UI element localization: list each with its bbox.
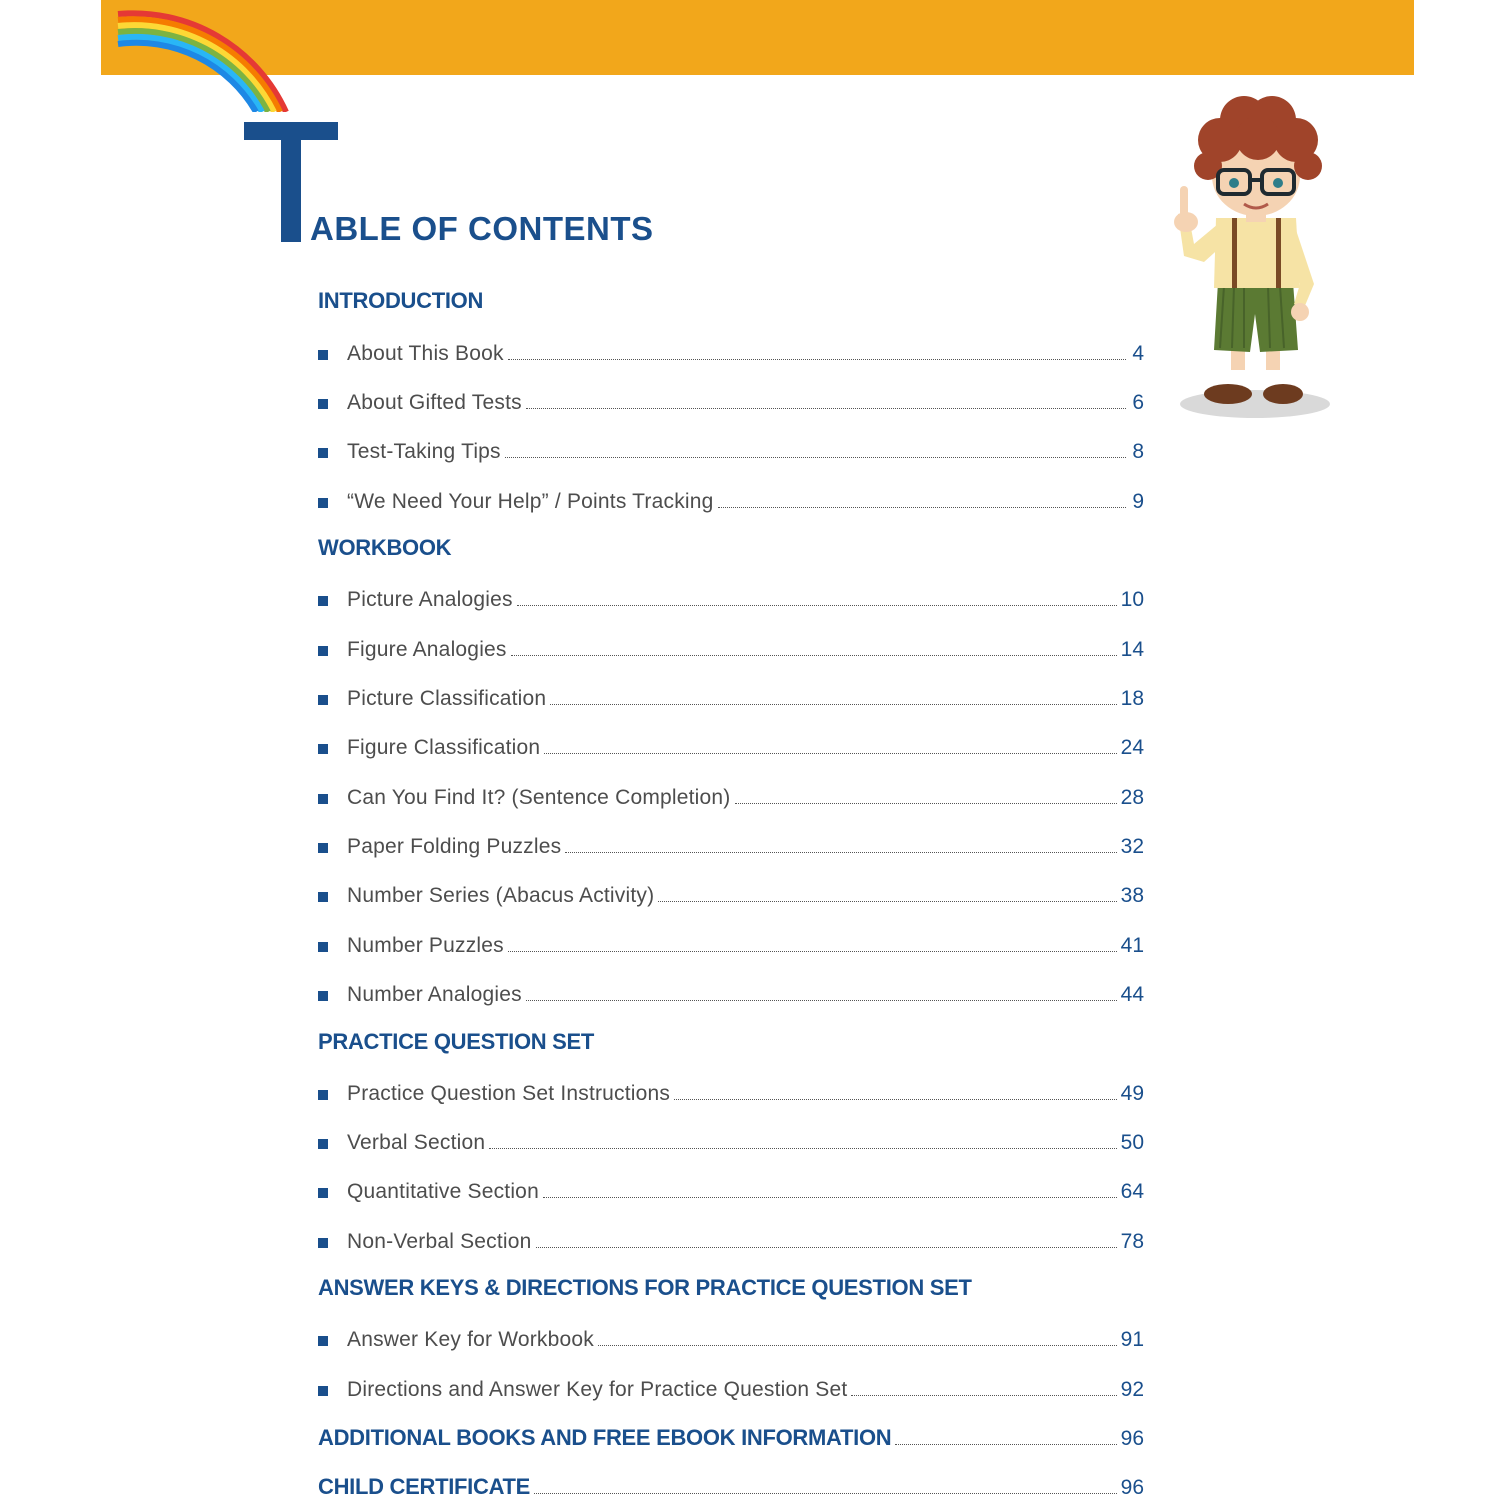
page-number: 28 <box>1120 786 1144 809</box>
bullet-icon <box>318 399 328 409</box>
bullet-icon <box>318 695 328 705</box>
toc-entry[interactable]: Figure Analogies 14 <box>318 634 1144 662</box>
bullet-icon <box>318 1139 328 1149</box>
dot-leader <box>565 852 1116 853</box>
bullet-icon <box>318 1188 328 1198</box>
toc-entry[interactable]: About This Book 4 <box>318 338 1144 366</box>
page-number: 8 <box>1132 440 1144 463</box>
dot-leader <box>508 951 1117 952</box>
bullet-icon <box>318 892 328 902</box>
dot-leader <box>735 803 1117 804</box>
bullet-icon <box>318 350 328 360</box>
page-number: 64 <box>1120 1180 1144 1203</box>
toc-entry[interactable]: Picture Analogies 10 <box>318 584 1144 612</box>
bullet-icon <box>318 1336 328 1346</box>
dot-leader <box>536 1247 1117 1248</box>
toc-entry[interactable]: Number Puzzles 41 <box>318 930 1144 958</box>
page-number: 38 <box>1120 884 1144 907</box>
toc-entry[interactable]: Figure Classification 24 <box>318 732 1144 760</box>
toc-entry[interactable]: “We Need Your Help” / Points Tracking 9 <box>318 486 1144 514</box>
page-title: ABLE OF CONTENTS <box>310 210 654 247</box>
toc-entry-additional-books[interactable]: ADDITIONAL BOOKS AND FREE EBOOK INFORMATION 96 <box>318 1425 1144 1450</box>
toc-entry[interactable]: About Gifted Tests 6 <box>318 387 1144 415</box>
section-heading-practice: PRACTICE QUESTION SET <box>318 1029 595 1054</box>
toc-entry[interactable]: Paper Folding Puzzles 32 <box>318 831 1144 859</box>
dot-leader <box>674 1099 1117 1100</box>
toc-entry[interactable]: Answer Key for Workbook 91 <box>318 1324 1144 1352</box>
page-number: 10 <box>1120 588 1144 611</box>
bullet-icon <box>318 991 328 1001</box>
dot-leader <box>598 1345 1117 1346</box>
toc-entry-child-certificate[interactable]: CHILD CERTIFICATE 96 <box>318 1474 1144 1499</box>
page-number: 4 <box>1132 342 1144 365</box>
bullet-icon <box>318 1090 328 1100</box>
page-number: 96 <box>1120 1476 1144 1499</box>
toc-entry[interactable]: Quantitative Section 64 <box>318 1176 1144 1204</box>
dot-leader <box>526 1000 1117 1001</box>
toc-entry[interactable]: Verbal Section 50 <box>318 1127 1144 1155</box>
page-number: 32 <box>1120 835 1144 858</box>
bullet-icon <box>318 646 328 656</box>
toc-entry[interactable]: Test-Taking Tips 8 <box>318 436 1144 464</box>
page-number: 9 <box>1132 490 1144 513</box>
page-number: 6 <box>1132 391 1144 414</box>
dot-leader <box>544 753 1116 754</box>
page-number: 92 <box>1120 1378 1144 1401</box>
bullet-icon <box>318 942 328 952</box>
toc-entry[interactable]: Number Analogies 44 <box>318 979 1144 1007</box>
toc-entry[interactable]: Can You Find It? (Sentence Completion) 28 <box>318 782 1144 810</box>
toc-entry[interactable]: Practice Question Set Instructions 49 <box>318 1078 1144 1106</box>
page-number: 14 <box>1120 638 1144 661</box>
rainbow-icon <box>101 0 301 112</box>
toc-entry[interactable]: Picture Classification 18 <box>318 683 1144 711</box>
dot-leader <box>895 1444 1116 1445</box>
bullet-icon <box>318 744 328 754</box>
page-number: 41 <box>1120 934 1144 957</box>
dot-leader <box>508 359 1126 360</box>
page-number: 91 <box>1120 1328 1144 1351</box>
bullet-icon <box>318 1386 328 1396</box>
bullet-icon <box>318 448 328 458</box>
dot-leader <box>851 1395 1116 1396</box>
toc-entry[interactable]: Number Series (Abacus Activity) 38 <box>318 880 1144 908</box>
toc-entry[interactable]: Directions and Answer Key for Practice Question Set 92 <box>318 1374 1144 1402</box>
page-number: 78 <box>1120 1230 1144 1253</box>
bullet-icon <box>318 843 328 853</box>
dot-leader <box>718 507 1126 508</box>
dot-leader <box>534 1493 1117 1494</box>
page-number: 50 <box>1120 1131 1144 1154</box>
bullet-icon <box>318 1238 328 1248</box>
dot-leader <box>517 605 1117 606</box>
dot-leader <box>658 901 1116 902</box>
page-number: 18 <box>1120 687 1144 710</box>
section-heading-introduction: INTRODUCTION <box>318 288 484 313</box>
page-number: 96 <box>1120 1427 1144 1450</box>
page-number: 44 <box>1120 983 1144 1006</box>
dot-leader <box>511 655 1117 656</box>
dot-leader <box>550 704 1116 705</box>
section-heading-workbook: WORKBOOK <box>318 535 452 560</box>
dot-leader <box>489 1148 1116 1149</box>
dot-leader <box>505 457 1126 458</box>
bullet-icon <box>318 596 328 606</box>
dot-leader <box>526 408 1126 409</box>
bullet-icon <box>318 498 328 508</box>
bullet-icon <box>318 794 328 804</box>
page-number: 24 <box>1120 736 1144 759</box>
page-number: 49 <box>1120 1082 1144 1105</box>
toc-entry[interactable]: Non-Verbal Section 78 <box>318 1226 1144 1254</box>
section-heading-answer-keys: ANSWER KEYS & DIRECTIONS FOR PRACTICE QUESTION SET <box>318 1275 972 1300</box>
dot-leader <box>543 1197 1117 1198</box>
boy-character-illustration <box>1158 94 1338 426</box>
